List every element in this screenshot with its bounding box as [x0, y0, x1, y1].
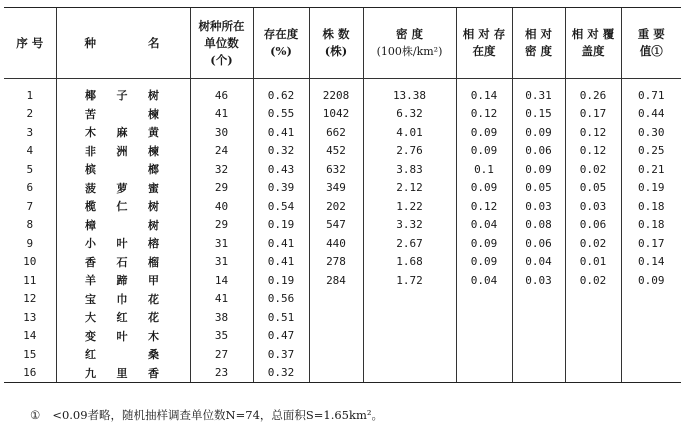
- cell-presence: 0.32: [253, 364, 309, 383]
- cell-count: 284: [309, 271, 363, 290]
- cell-presence: 0.51: [253, 308, 309, 327]
- cell-species-name: [56, 327, 190, 346]
- cell-density: [363, 308, 456, 327]
- cell-species-name: [56, 271, 190, 290]
- cell-relative-cover: 0.02: [565, 160, 621, 179]
- cell-importance: [621, 345, 681, 364]
- cell-relative-cover: [565, 364, 621, 383]
- cell-relative-density: [512, 327, 565, 346]
- species-char: 桑: [148, 348, 159, 362]
- species-char: 黄: [148, 126, 159, 140]
- cell-importance: 0.71: [621, 79, 681, 105]
- species-char: 巾: [116, 292, 128, 306]
- cell-importance: 0.17: [621, 234, 681, 253]
- cell-relative-cover: [565, 327, 621, 346]
- cell-relative-presence: [456, 345, 512, 364]
- cell-species-name: [56, 179, 190, 198]
- table-body: [4, 79, 681, 383]
- cell-count: 1042: [309, 105, 363, 124]
- row-number: 5: [26, 162, 34, 176]
- cell-units: 46: [190, 79, 253, 105]
- cell-species-name: [56, 216, 190, 235]
- cell-relative-cover: 0.26: [565, 79, 621, 105]
- species-char: 槟: [85, 163, 96, 177]
- species-char: 树: [148, 200, 159, 214]
- header-units: 树种所在 单位数 (个): [190, 8, 253, 79]
- row-number: 9: [26, 236, 34, 250]
- cell-units: 27: [190, 345, 253, 364]
- cell-relative-presence: 0.12: [456, 105, 512, 124]
- cell-relative-cover: 0.12: [565, 123, 621, 142]
- cell-relative-cover: [565, 290, 621, 309]
- species-char: 叶: [116, 237, 128, 251]
- cell-count: 547: [309, 216, 363, 235]
- cell-density: 3.83: [363, 160, 456, 179]
- cell-relative-density: 0.09: [512, 160, 565, 179]
- table-row: [4, 253, 681, 272]
- header-no: 序 号: [4, 8, 56, 79]
- cell-density: 13.38: [363, 79, 456, 105]
- header-relative-presence: 相 对 存在度: [456, 8, 512, 79]
- cell-importance: 0.25: [621, 142, 681, 161]
- table-row: [4, 160, 681, 179]
- cell-relative-cover: 0.02: [565, 271, 621, 290]
- cell-count: [309, 364, 363, 383]
- footnote-mark: ①: [30, 408, 41, 422]
- table-row: [4, 364, 681, 383]
- species-char: 九: [85, 366, 96, 380]
- cell-presence: 0.55: [253, 105, 309, 124]
- header-presence: 存在度 (%): [253, 8, 309, 79]
- cell-density: 1.72: [363, 271, 456, 290]
- species-char: 麻: [116, 126, 128, 140]
- cell-presence: 0.39: [253, 179, 309, 198]
- cell-presence: 0.19: [253, 271, 309, 290]
- cell-presence: 0.41: [253, 123, 309, 142]
- species-char: 花: [148, 311, 159, 325]
- species-char: 香: [85, 255, 96, 269]
- cell-species-name: [56, 308, 190, 327]
- cell-units: 23: [190, 364, 253, 383]
- cell-units: 24: [190, 142, 253, 161]
- cell-count: 632: [309, 160, 363, 179]
- cell-species-name: [56, 345, 190, 364]
- cell-relative-cover: 0.05: [565, 179, 621, 198]
- footnote: [30, 407, 383, 423]
- cell-relative-presence: 0.09: [456, 179, 512, 198]
- species-char: 椰: [85, 89, 96, 103]
- cell-relative-presence: [456, 364, 512, 383]
- row-number: 16: [4, 364, 56, 383]
- cell-count: 349: [309, 179, 363, 198]
- cell-importance: 0.21: [621, 160, 681, 179]
- species-char: 蜜: [148, 181, 159, 195]
- row-number: 11: [23, 273, 37, 287]
- table-row: [4, 142, 681, 161]
- species-char: 变: [85, 329, 96, 343]
- cell-relative-density: 0.03: [512, 197, 565, 216]
- cell-species-name: [56, 160, 190, 179]
- species-char: 萝: [116, 181, 128, 195]
- cell-species-name: [56, 290, 190, 309]
- cell-density: [363, 345, 456, 364]
- table-row: [4, 123, 681, 142]
- cell-species-name: [56, 105, 190, 124]
- cell-presence: 0.32: [253, 142, 309, 161]
- row-number: 12: [23, 292, 37, 306]
- row-number: 6: [26, 181, 34, 195]
- cell-species-name: [56, 364, 190, 383]
- cell-density: 2.76: [363, 142, 456, 161]
- cell-relative-cover: 0.02: [565, 234, 621, 253]
- cell-relative-density: 0.03: [512, 271, 565, 290]
- row-number: 1: [26, 88, 34, 102]
- species-char: 蹄: [116, 274, 128, 288]
- header-density: 密 度 (100株/km²): [363, 8, 456, 79]
- cell-relative-density: [512, 364, 565, 383]
- cell-density: 6.32: [363, 105, 456, 124]
- species-char: 宝: [85, 292, 96, 306]
- cell-density: 2.67: [363, 234, 456, 253]
- cell-importance: [621, 327, 681, 346]
- cell-relative-density: [512, 290, 565, 309]
- species-char: 木: [148, 329, 159, 343]
- species-char: 甲: [148, 274, 159, 288]
- cell-density: 1.68: [363, 253, 456, 272]
- cell-importance: 0.18: [621, 216, 681, 235]
- species-char: 叶: [116, 329, 128, 343]
- species-char: 子: [116, 89, 128, 103]
- table-row: [4, 105, 681, 124]
- cell-units: 40: [190, 197, 253, 216]
- table-row: [4, 197, 681, 216]
- cell-relative-density: 0.06: [512, 234, 565, 253]
- species-char: [116, 106, 128, 122]
- cell-relative-presence: [456, 308, 512, 327]
- species-char: 榄: [85, 200, 96, 214]
- species-char: 花: [148, 292, 159, 306]
- cell-units: 41: [190, 105, 253, 124]
- cell-relative-presence: 0.09: [456, 123, 512, 142]
- header-name: 种 名: [56, 8, 190, 79]
- cell-density: 1.22: [363, 197, 456, 216]
- header-count: 株 数 (株): [309, 8, 363, 79]
- species-char: 非: [85, 144, 96, 158]
- cell-relative-cover: [565, 345, 621, 364]
- row-number: 15: [23, 347, 37, 361]
- cell-importance: 0.09: [621, 271, 681, 290]
- cell-relative-density: [512, 345, 565, 364]
- species-char: 苦: [85, 107, 96, 121]
- cell-units: 41: [190, 290, 253, 309]
- cell-relative-cover: [565, 308, 621, 327]
- cell-relative-density: 0.31: [512, 79, 565, 105]
- header-relative-density: 相 对 密 度: [512, 8, 565, 79]
- cell-density: 3.32: [363, 216, 456, 235]
- cell-density: 4.01: [363, 123, 456, 142]
- cell-species-name: [56, 123, 190, 142]
- cell-relative-cover: 0.17: [565, 105, 621, 124]
- species-char: 榕: [148, 237, 159, 251]
- species-char: 红: [85, 348, 96, 362]
- cell-relative-presence: 0.1: [456, 160, 512, 179]
- cell-count: 662: [309, 123, 363, 142]
- cell-density: 2.12: [363, 179, 456, 198]
- cell-species-name: [56, 234, 190, 253]
- cell-presence: 0.47: [253, 327, 309, 346]
- cell-relative-density: 0.04: [512, 253, 565, 272]
- species-char: 洲: [116, 144, 128, 158]
- species-char: 楝: [148, 107, 159, 121]
- cell-relative-presence: 0.09: [456, 142, 512, 161]
- cell-presence: 0.54: [253, 197, 309, 216]
- cell-units: 29: [190, 179, 253, 198]
- cell-relative-density: [512, 308, 565, 327]
- cell-relative-cover: 0.03: [565, 197, 621, 216]
- cell-importance: [621, 308, 681, 327]
- cell-relative-density: 0.15: [512, 105, 565, 124]
- table-row: [4, 271, 681, 290]
- species-char: 香: [148, 366, 159, 380]
- table-row: [4, 290, 681, 309]
- cell-units: 30: [190, 123, 253, 142]
- cell-relative-presence: 0.04: [456, 271, 512, 290]
- cell-relative-presence: 0.09: [456, 253, 512, 272]
- species-char: [116, 217, 128, 233]
- cell-presence: 0.62: [253, 79, 309, 105]
- cell-count: [309, 290, 363, 309]
- cell-species-name: [56, 253, 190, 272]
- species-char: 楝: [148, 144, 159, 158]
- row-number: 13: [23, 310, 37, 324]
- cell-presence: 0.56: [253, 290, 309, 309]
- row-number: 2: [26, 107, 34, 121]
- row-number: 4: [26, 144, 34, 158]
- footnote-text: <0.09者略，随机抽样调查单位数N=74，总面积S=1.65km²。: [52, 408, 383, 422]
- cell-relative-presence: 0.12: [456, 197, 512, 216]
- header-relative-cover: 相 对 覆盖度: [565, 8, 621, 79]
- row-number: 8: [26, 218, 34, 232]
- cell-presence: 0.37: [253, 345, 309, 364]
- species-char: 樟: [85, 218, 96, 232]
- cell-relative-presence: [456, 290, 512, 309]
- species-char: 树: [148, 218, 159, 232]
- cell-relative-presence: 0.09: [456, 234, 512, 253]
- species-char: 大: [85, 311, 96, 325]
- header-row: [4, 8, 681, 79]
- cell-units: 31: [190, 234, 253, 253]
- cell-units: 38: [190, 308, 253, 327]
- cell-importance: 0.30: [621, 123, 681, 142]
- cell-importance: [621, 364, 681, 383]
- species-char: 菠: [85, 181, 96, 195]
- table-row: [4, 308, 681, 327]
- table-row: [4, 179, 681, 198]
- row-number: 7: [26, 199, 34, 213]
- cell-relative-cover: 0.12: [565, 142, 621, 161]
- cell-units: 14: [190, 271, 253, 290]
- cell-presence: 0.41: [253, 234, 309, 253]
- cell-count: [309, 345, 363, 364]
- cell-count: 2208: [309, 79, 363, 105]
- cell-species-name: [56, 197, 190, 216]
- species-char: 石: [116, 255, 128, 269]
- cell-importance: 0.18: [621, 197, 681, 216]
- cell-count: 440: [309, 234, 363, 253]
- species-char: 小: [85, 237, 96, 251]
- cell-density: [363, 290, 456, 309]
- cell-density: [363, 327, 456, 346]
- species-char: 里: [116, 366, 128, 380]
- cell-presence: 0.41: [253, 253, 309, 272]
- cell-importance: 0.14: [621, 253, 681, 272]
- cell-count: [309, 308, 363, 327]
- species-char: [116, 346, 128, 362]
- cell-importance: 0.19: [621, 179, 681, 198]
- cell-density: [363, 364, 456, 383]
- table-row: [4, 234, 681, 253]
- cell-importance: 0.44: [621, 105, 681, 124]
- cell-count: 202: [309, 197, 363, 216]
- species-char: 羊: [85, 274, 96, 288]
- row-number: 3: [26, 125, 34, 139]
- cell-relative-density: 0.09: [512, 123, 565, 142]
- species-char: 树: [148, 89, 159, 103]
- cell-units: 31: [190, 253, 253, 272]
- cell-relative-density: 0.05: [512, 179, 565, 198]
- table-row: [4, 345, 681, 364]
- cell-importance: [621, 290, 681, 309]
- row-number: 14: [23, 329, 37, 343]
- cell-presence: 0.43: [253, 160, 309, 179]
- table-row: [4, 79, 681, 105]
- cell-relative-presence: 0.14: [456, 79, 512, 105]
- cell-species-name: [56, 142, 190, 161]
- cell-units: 35: [190, 327, 253, 346]
- cell-units: 29: [190, 216, 253, 235]
- cell-relative-density: 0.08: [512, 216, 565, 235]
- cell-presence: 0.19: [253, 216, 309, 235]
- species-char: 木: [85, 126, 96, 140]
- row-number: 10: [23, 255, 37, 269]
- header-importance: 重 要 值①: [621, 8, 681, 79]
- cell-count: [309, 327, 363, 346]
- species-char: 榴: [148, 255, 159, 269]
- species-table: [4, 7, 681, 383]
- cell-units: 32: [190, 160, 253, 179]
- species-char: 仁: [116, 200, 128, 214]
- cell-relative-presence: 0.04: [456, 216, 512, 235]
- cell-species-name: [56, 79, 190, 105]
- cell-relative-cover: 0.06: [565, 216, 621, 235]
- cell-count: 452: [309, 142, 363, 161]
- table-row: [4, 327, 681, 346]
- species-char: 榔: [148, 163, 159, 177]
- cell-relative-density: 0.06: [512, 142, 565, 161]
- cell-relative-cover: 0.01: [565, 253, 621, 272]
- cell-count: 278: [309, 253, 363, 272]
- cell-relative-presence: [456, 327, 512, 346]
- table-row: [4, 216, 681, 235]
- species-char: 红: [116, 311, 128, 325]
- species-char: [116, 161, 128, 177]
